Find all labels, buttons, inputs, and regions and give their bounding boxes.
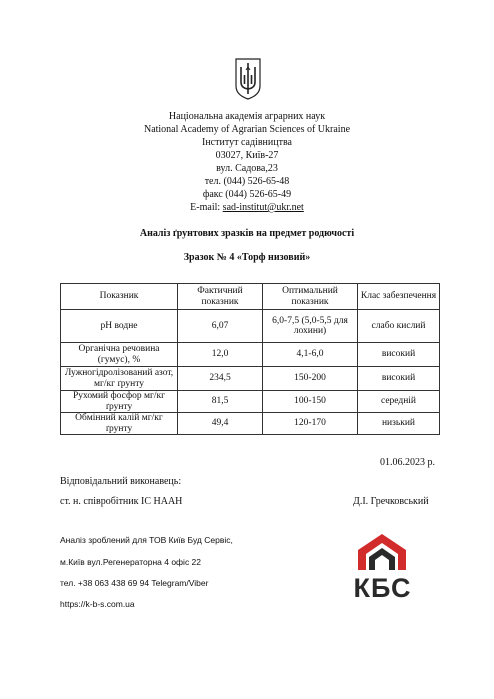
- document-title: Аналіз ґрунтових зразків на предмет родючості: [139, 228, 355, 239]
- responsible-label: Відповідальний виконавець:: [60, 476, 182, 487]
- cell: низький: [358, 413, 440, 435]
- phone: тел. (044) 526-65-48: [204, 176, 290, 187]
- cell: 4,1-6,0: [263, 343, 358, 367]
- email-link[interactable]: sad-institut@ukr.net: [222, 202, 304, 213]
- footer-address: м.Київ вул.Регенераторна 4 офіс 22: [60, 557, 202, 567]
- footer-website[interactable]: https://k-b-s.com.ua: [60, 599, 135, 609]
- cell: 234,5: [178, 367, 263, 391]
- col-header: Показник: [61, 284, 178, 310]
- cell: 12,0: [178, 343, 263, 367]
- cell: слабо кислий: [358, 310, 440, 343]
- table-row: [61, 343, 440, 367]
- cell: pH водне: [61, 310, 178, 343]
- col-header: Фактичний показник: [178, 284, 263, 310]
- footer-client: Аналіз зроблений для ТОВ Київ Буд Сервіс,: [60, 535, 233, 545]
- cell: 49,4: [178, 413, 263, 435]
- cell: 6,07: [178, 310, 263, 343]
- coat-of-arms-icon: [235, 58, 261, 100]
- table-row: [61, 367, 440, 391]
- cell: Рухомий фосфор мг/кг ґрунту: [61, 391, 178, 413]
- responsible-position: ст. н. співробітник ІС НААН: [60, 496, 183, 507]
- street-address: вул. Садова,23: [216, 163, 278, 174]
- col-header: Клас забезпечення: [358, 284, 440, 310]
- cell: високий: [358, 343, 440, 367]
- cell: 100-150: [263, 391, 358, 413]
- cell: 120-170: [263, 413, 358, 435]
- cell: 150-200: [263, 367, 358, 391]
- cell: 6,0-7,5 (5,0-5,5 для лохини): [263, 310, 358, 343]
- institute-name: Інститут садівництва: [202, 137, 292, 148]
- email-label: E-mail:: [190, 202, 223, 213]
- cell: Обмінний калій мг/кг ґрунту: [61, 413, 178, 435]
- col-header: Оптимальний показник: [263, 284, 358, 310]
- cell: Органічна речовина (гумус), %: [61, 343, 178, 367]
- footer-phone: тел. +38 063 438 69 94 Telegram/Viber: [60, 578, 209, 588]
- cell: середній: [358, 391, 440, 413]
- sample-title: Зразок № 4 «Торф низовий»: [183, 252, 311, 263]
- analysis-table: [60, 283, 440, 435]
- report-date: 01.06.2023 р.: [380, 457, 435, 468]
- table-row: [61, 310, 440, 343]
- logo-text: КБС: [353, 573, 412, 603]
- fax: факс (044) 526-65-49: [202, 189, 292, 200]
- postal-code: 03027, Київ-27: [215, 150, 279, 161]
- responsible-name: Д.І. Гречковський: [353, 496, 429, 507]
- cell: високий: [358, 367, 440, 391]
- email-line: [0, 201, 494, 214]
- table-row: [61, 391, 440, 413]
- cell: 81,5: [178, 391, 263, 413]
- cell: Лужногідролізований азот, мг/кг ґрунту: [61, 367, 178, 391]
- table-row: [61, 413, 440, 435]
- table-header-row: [61, 284, 440, 310]
- institution-name-ua: Національна академія аграрних наук: [168, 111, 326, 122]
- institution-name-en: National Academy of Agrarian Sciences of Ukraine: [143, 124, 351, 135]
